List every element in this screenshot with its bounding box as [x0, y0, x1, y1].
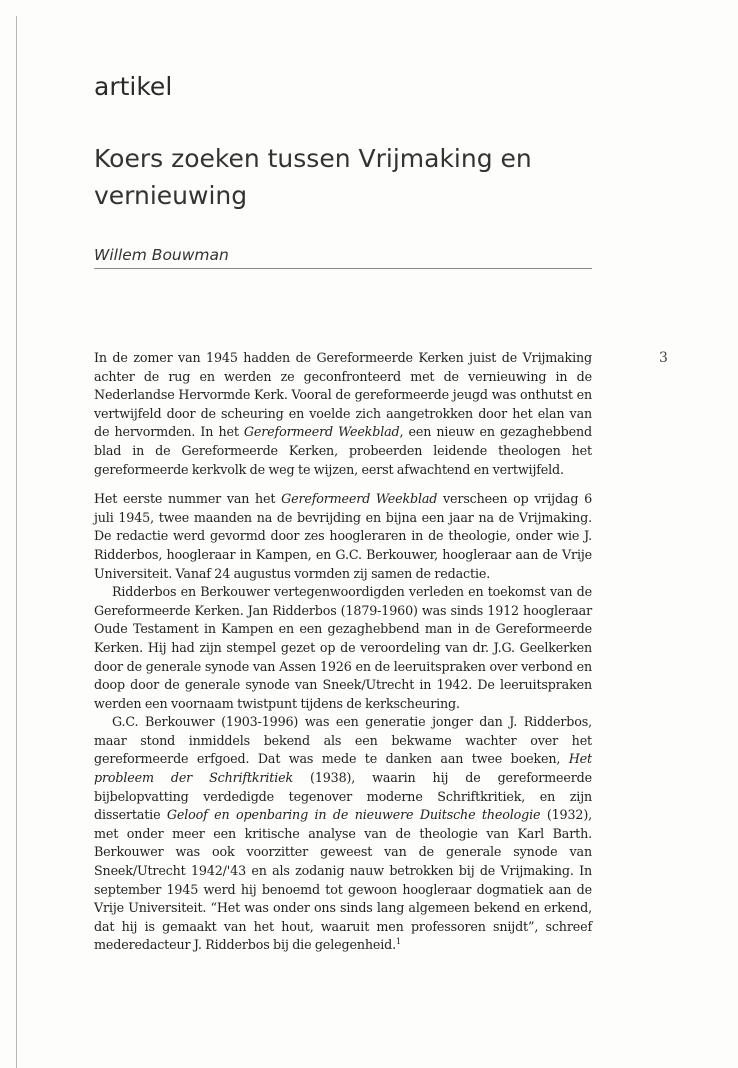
text-run: Ridderbos en Berkouwer vertegenwoordigden verleden en toekomst van de Gereformeerde Kerken. Jan Ridderbos (1879-1960) was sinds 1912 hoogleraar Oude Testament in Kampen en een gezaghebbend man in de Gereformeerde Kerken. Hij had zijn stempel gezet op de veroordeling van dr. J.G. Geelkerken door de generale synode van Assen 1926 en de leeruitspraken over verbond en doop door de generale synode van Sneek/Utrecht in 1942. De leeruitspraken werden een voornaam twistpunt tijdens de kerkscheuring.: [94, 584, 592, 711]
text-run: In de zomer van 1945 hadden de Gereformeerde Kerken juist de Vrijmaking achter de rug en werden ze geconfronteerd met de vernieuwing in de Nederlandse Hervormde Kerk. Vooral de gereformeerde jeugd was onthutst en vertwijfeld door de scheuring en voelde zich aangetrokken door het elan van de hervormden. In het: [94, 350, 592, 440]
text-run: , een nieuw en gezaghebbend blad in de Gereformeerde Kerken, probeerden leidende theologen het gereformeerde kerkvolk de weg te wijzen, eerst afwachtend en vertwijfeld.: [94, 424, 592, 477]
text-run: Het eerste nummer van het: [94, 491, 282, 507]
author-name: Willem Bouwman: [94, 246, 229, 264]
italic-title: Gereformeerd Weekblad: [281, 491, 438, 507]
text-run: G.C. Berkouwer (1903-1996) was een generatie jonger dan J. Ridderbos, maar stond inmiddels bekend als een bekwame wachter over het gereformeerde erfgoed. Dat was mede te danken aan twee boeken,: [94, 714, 592, 767]
page-edge-line: [16, 16, 17, 1068]
text-run: (1932), met onder meer een kritische analyse van de theologie van Karl Barth. Berkouwer was ook voorzitter geweest van de generale synode van Sneek/Utrecht 1942/'43 en als zodanig nauw betrokken bij de Vrijmaking. In september 1945 werd hij benoemd tot gewoon hoogleraar dogmatiek aan de Vrije Universiteit. “Het was onder ons sinds lang algemeen bekend en erkend, dat hij is gemaakt van het hout, waaruit men professoren snijdt”, schreef mederedacteur J. Ridderbos bij die gelegenheid.: [94, 807, 592, 953]
page-number: 3: [659, 350, 668, 366]
article-body: [94, 349, 592, 955]
paragraph: [94, 583, 592, 713]
footnote-ref: 1: [396, 937, 401, 947]
section-label: artikel: [94, 72, 173, 101]
article-title: Koers zoeken tussen Vrijmaking en vernieuwing: [94, 144, 532, 210]
paragraph: [94, 349, 592, 479]
text-run: (1938), waarin hij de gereformeerde bijbelopvatting verdedigde tegenover moderne Schriftkritiek, en zijn dissertatie: [94, 770, 592, 823]
title-rule: [94, 268, 592, 269]
italic-title: Het probleem der Schriftkritiek: [94, 751, 592, 786]
paragraph: [94, 490, 592, 583]
paragraph: [94, 713, 592, 955]
text-run: verscheen op vrijdag 6 juli 1945, twee maanden na de bevrijding en bijna een jaar na de Vrijmaking. De redactie werd gevormd door zes hoogleraren in de theologie, onder wie J. Ridderbos, hoogleraar in Kampen, en G.C. Berkouwer, hoogleraar aan de Vrije Universiteit. Vanaf 24 augustus vormden zij samen de redactie.: [94, 491, 592, 581]
italic-title: Geloof en openbaring in de nieuwere Duitsche theologie: [166, 807, 541, 823]
italic-title: Gereformeerd Weekblad: [243, 424, 400, 440]
